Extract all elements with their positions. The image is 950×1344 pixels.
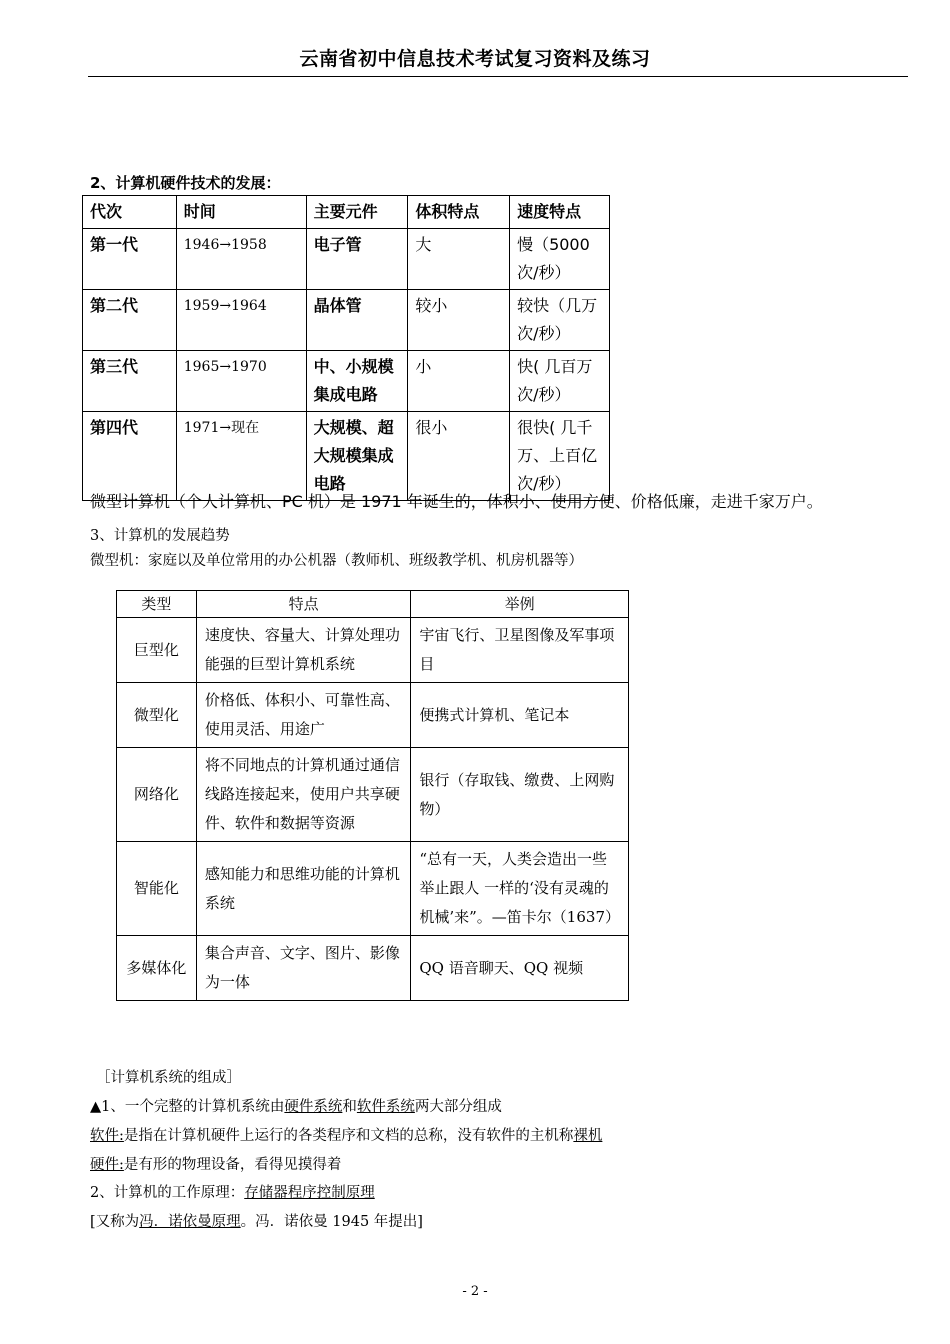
working-principle-term: 存储器程序控制原理	[244, 1185, 375, 1201]
size-cell: 很小	[408, 412, 510, 501]
speed-cell: 慢（5000次/秒）	[510, 229, 610, 290]
trend-type-cell: 微型化	[117, 683, 197, 748]
column-header: 举例	[411, 591, 629, 618]
trend-feature-cell: 价格低、体积小、可靠性高、使用灵活、用途广	[196, 683, 411, 748]
column-header: 体积特点	[408, 196, 510, 229]
hardware-definition	[90, 1153, 341, 1174]
table-row	[117, 683, 629, 748]
speed-cell: 快( 几百万次/秒）	[510, 351, 610, 412]
page-number: - 2 -	[462, 1284, 488, 1299]
composition-line	[90, 1095, 502, 1116]
column-header: 代次	[83, 196, 177, 229]
section-heading-trends: 3、计算机的发展趋势	[90, 528, 230, 544]
component-cell: 晶体管	[306, 290, 408, 351]
development-trend-table	[116, 590, 629, 1001]
hardware-generation-table	[82, 195, 610, 501]
hardware-system-term: 硬件系统	[284, 1099, 343, 1115]
trend-example-cell: 银行（存取钱、缴费、上网购物）	[411, 748, 629, 842]
trend-type-cell: 智能化	[117, 842, 197, 936]
composition-prefix: ▲1、一个完整的计算机系统由	[90, 1099, 285, 1115]
table-row	[117, 618, 629, 683]
column-header: 特点	[196, 591, 411, 618]
trend-feature-cell: 速度快、容量大、计算处理功能强的巨型计算机系统	[196, 618, 411, 683]
speed-cell: 很快( 几千万、上百亿次/秒）	[510, 412, 610, 501]
hardware-term: 硬件:	[90, 1157, 124, 1173]
time-cell: 1946→1958	[176, 229, 306, 290]
microcomputer-note: 微型计算机（个人计算机、PC 机）是 1971 年诞生的，体积小、使用方便、价格低廉，走进千家万户。	[90, 492, 823, 511]
column-header: 速度特点	[510, 196, 610, 229]
generation-cell: 第二代	[83, 290, 177, 351]
trend-feature-cell: 感知能力和思维功能的计算机系统	[196, 842, 411, 936]
size-cell: 小	[408, 351, 510, 412]
section-heading-hardware-development: 2、计算机硬件技术的发展：	[90, 174, 281, 192]
generation-cell: 第三代	[83, 351, 177, 412]
size-cell: 大	[408, 229, 510, 290]
component-cell: 电子管	[306, 229, 408, 290]
software-definition	[90, 1124, 602, 1145]
note-open-bracket: [	[90, 1214, 96, 1230]
table-header-row	[117, 591, 629, 618]
trend-type-cell: 多媒体化	[117, 936, 197, 1001]
note-prefix: 又称为	[95, 1214, 140, 1230]
time-cell: 1965→1970	[176, 351, 306, 412]
working-principle-line	[90, 1181, 375, 1202]
trend-example-cell: “总有一天，人类会造出一些举止跟人 一样的‘没有灵魂的机械’来”。—笛卡尔（1637）	[411, 842, 629, 936]
conjunction-text: 和	[342, 1099, 357, 1115]
note-suffix: 。冯．诺依曼 1945 年提出]	[240, 1214, 423, 1230]
page-header-title: 云南省初中信息技术考试复习资料及练习	[299, 48, 651, 70]
von-neumann-principle-term: 冯．诺依曼原理	[139, 1214, 241, 1230]
component-cell: 大规模、超大规模集成电路	[306, 412, 408, 501]
trend-feature-cell: 集合声音、文字、图片、影像为一体	[196, 936, 411, 1001]
time-cell: 1971→现在	[176, 412, 306, 501]
generation-cell: 第四代	[83, 412, 177, 501]
trend-example-cell: 便携式计算机、笔记本	[411, 683, 629, 748]
composition-heading: ［计算机系统的组成］	[96, 1070, 241, 1086]
column-header: 主要元件	[306, 196, 408, 229]
table-row	[83, 229, 610, 290]
table-row	[83, 412, 610, 501]
hardware-definition-text: 是有形的物理设备，看得见摸得着	[123, 1157, 342, 1173]
trend-example-cell: 宇宙飞行、卫星图像及军事项目	[411, 618, 629, 683]
software-system-term: 软件系统	[356, 1099, 415, 1115]
table-row	[117, 748, 629, 842]
working-principle-prefix: 2、计算机的工作原理：	[90, 1185, 245, 1201]
speed-cell: 较快（几万次/秒）	[510, 290, 610, 351]
trend-feature-cell: 将不同地点的计算机通过通信线路连接起来，使用户共享硬件、软件和数据等资源	[196, 748, 411, 842]
table-row	[83, 351, 610, 412]
trend-type-cell: 网络化	[117, 748, 197, 842]
time-cell: 1959→1964	[176, 290, 306, 351]
microcomputer-description: 微型机：家庭以及单位常用的办公机器（教师机、班级教学机、机房机器等）	[90, 553, 583, 569]
table-row	[83, 290, 610, 351]
column-header: 类型	[117, 591, 197, 618]
table-row	[117, 936, 629, 1001]
component-cell: 中、小规模集成电路	[306, 351, 408, 412]
size-cell: 较小	[408, 290, 510, 351]
software-term: 软件:	[90, 1128, 124, 1144]
software-definition-text: 是指在计算机硬件上运行的各类程序和文档的总称，没有软件的主机称	[123, 1128, 574, 1144]
trend-type-cell: 巨型化	[117, 618, 197, 683]
von-neumann-note	[90, 1210, 423, 1231]
generation-cell: 第一代	[83, 229, 177, 290]
table-header-row	[83, 196, 610, 229]
header-rule	[88, 76, 908, 77]
composition-suffix: 两大部分组成	[414, 1099, 502, 1115]
bare-machine-term: 裸机	[573, 1128, 603, 1144]
trend-example-cell: QQ 语音聊天、QQ 视频	[411, 936, 629, 1001]
table-row	[117, 842, 629, 936]
column-header: 时间	[176, 196, 306, 229]
